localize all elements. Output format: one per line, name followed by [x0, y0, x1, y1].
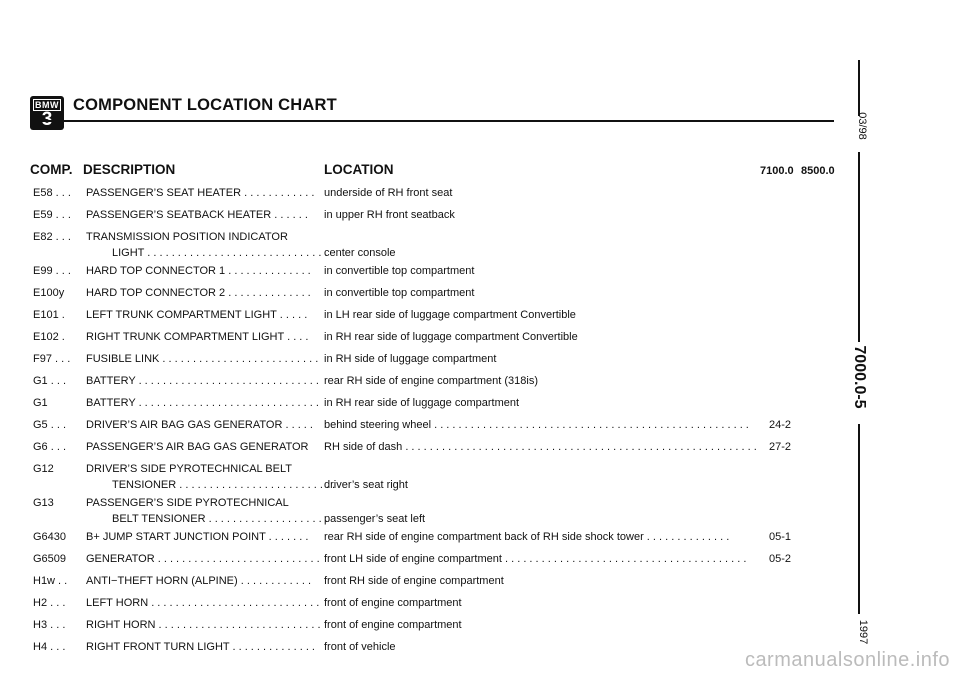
component-description: TRANSMISSION POSITION INDICATOR — [86, 231, 288, 243]
header-rule — [30, 120, 834, 122]
component-location: rear RH side of engine compartment back of RH side shock tower . . . . . . . . . . . . . . — [324, 531, 730, 543]
component-description: LEFT HORN . . . . . . . . . . . . . . . . . . . . . . . . . . . . — [86, 597, 320, 609]
component-description: BATTERY . . . . . . . . . . . . . . . . . . . . . . . . . . . . . . — [86, 375, 319, 387]
component-description-cont: BELT TENSIONER . . . . . . . . . . . . . . . . . . . . — [112, 513, 328, 525]
watermark: carmanualsonline.info — [744, 649, 950, 671]
component-location: in upper RH front seatback — [324, 209, 455, 221]
component-code: G6430 — [33, 531, 67, 543]
component-location: front of engine compartment — [324, 597, 462, 609]
component-location: RH side of dash . . . . . . . . . . . . . . . . . . . . . . . . . . . . . . . . . . . . . . . . . . . . . . . . . . . . . . . . . . — [324, 441, 757, 453]
component-location: in convertible top compartment — [324, 287, 475, 299]
side-bar-lower — [858, 424, 860, 614]
component-location: front of vehicle — [324, 641, 396, 653]
component-description: BATTERY . . . . . . . . . . . . . . . . . . . . . . . . . . . . . . — [86, 397, 319, 409]
component-description: PASSENGER’S SEATBACK HEATER . . . . . . — [86, 209, 308, 221]
component-code: G1 — [33, 397, 48, 409]
component-location: behind steering wheel . . . . . . . . . . . . . . . . . . . . . . . . . . . . . . . . . . . . . . . . . . . . . . . . . . . . — [324, 419, 749, 431]
component-code: E59 . . . — [33, 209, 71, 221]
component-code: G5 . . . — [33, 419, 67, 431]
component-location: front LH side of engine compartment . . . . . . . . . . . . . . . . . . . . . . . . . . . . . . . . . . . . . . . . — [324, 553, 747, 565]
component-description: GENERATOR . . . . . . . . . . . . . . . . . . . . . . . . . . . — [86, 553, 320, 565]
component-location: rear RH side of engine compartment (318is) — [324, 375, 538, 387]
component-location: center console — [324, 247, 396, 259]
component-description: HARD TOP CONNECTOR 1 . . . . . . . . . . . . . . — [86, 265, 311, 277]
component-code: H2 . . . — [33, 597, 66, 609]
page-title: COMPONENT LOCATION CHART — [73, 96, 337, 114]
component-description: PASSENGER’S AIR BAG GAS GENERATOR — [86, 441, 309, 453]
bmw-3-logo — [30, 96, 64, 130]
column-header-version-2: 8500.0 — [801, 165, 835, 177]
component-code: G12 — [33, 463, 54, 475]
component-location: in RH rear side of luggage compartment Convertible — [324, 331, 578, 343]
side-page-number: 7000.0-5 — [851, 345, 868, 409]
component-code: H1w . . — [33, 575, 68, 587]
component-code: H4 . . . — [33, 641, 66, 653]
component-description: DRIVER’S SIDE PYROTECHNICAL BELT — [86, 463, 292, 475]
component-location: in LH rear side of luggage compartment Convertible — [324, 309, 576, 321]
component-location: in convertible top compartment — [324, 265, 475, 277]
reference-number: 05-2 — [769, 553, 792, 565]
column-header-location: LOCATION — [324, 162, 394, 177]
component-code: E82 . . . — [33, 231, 71, 243]
side-date: 03/98 — [856, 112, 868, 140]
component-code: E102 . — [33, 331, 65, 343]
component-code: E100y — [33, 287, 65, 299]
component-code: F97 . . . — [33, 353, 71, 365]
component-location: in RH rear side of luggage compartment — [324, 397, 520, 409]
component-description-cont: TENSIONER . . . . . . . . . . . . . . . . . . . . . . . . . . — [112, 479, 336, 491]
component-code: E58 . . . — [33, 187, 71, 199]
component-description: PASSENGER’S SIDE PYROTECHNICAL — [86, 497, 289, 509]
component-description-cont: LIGHT . . . . . . . . . . . . . . . . . . . . . . . . . . . . . . — [112, 247, 328, 259]
logo-brand: BMW — [35, 100, 59, 110]
component-description: RIGHT HORN . . . . . . . . . . . . . . . . . . . . . . . . . . . — [86, 619, 321, 631]
component-code: G6 . . . — [33, 441, 67, 453]
component-location: passenger’s seat left — [324, 513, 426, 525]
component-code: G13 — [33, 497, 54, 509]
component-location: front of engine compartment — [324, 619, 462, 631]
component-code: G1 . . . — [33, 375, 67, 387]
column-header-version-1: 7100.0 — [760, 165, 794, 177]
component-description: B+ JUMP START JUNCTION POINT . . . . . . . — [86, 531, 309, 543]
component-location: front RH side of engine compartment — [324, 575, 504, 587]
reference-number: 27-2 — [769, 441, 792, 453]
component-description: DRIVER’S AIR BAG GAS GENERATOR . . . . . — [86, 419, 313, 431]
component-description: HARD TOP CONNECTOR 2 . . . . . . . . . . . . . . — [86, 287, 311, 299]
component-code: E101 . — [33, 309, 65, 321]
component-location: underside of RH front seat — [324, 187, 453, 199]
component-description: PASSENGER’S SEAT HEATER . . . . . . . . . . . . — [86, 187, 315, 199]
component-code: E99 . . . — [33, 265, 71, 277]
component-description: LEFT TRUNK COMPARTMENT LIGHT . . . . . — [86, 309, 308, 321]
component-code: G6509 — [33, 553, 67, 565]
component-description: RIGHT FRONT TURN LIGHT . . . . . . . . . . . . . . — [86, 641, 315, 653]
component-location: driver’s seat right — [324, 479, 408, 491]
side-year: 1997 — [857, 619, 869, 645]
reference-number: 24-2 — [769, 419, 792, 431]
component-code: H3 . . . — [33, 619, 66, 631]
column-header-description: DESCRIPTION — [83, 162, 176, 177]
component-location: in RH side of luggage compartment — [324, 353, 497, 365]
reference-number: 05-1 — [769, 531, 792, 543]
column-header-comp: COMP. — [30, 162, 73, 177]
component-description: RIGHT TRUNK COMPARTMENT LIGHT . . . . — [86, 331, 309, 343]
component-description: ANTI−THEFT HORN (ALPINE) . . . . . . . . . . . . — [86, 575, 312, 587]
component-description: FUSIBLE LINK . . . . . . . . . . . . . . . . . . . . . . . . . . — [86, 353, 319, 365]
side-bar-upper — [858, 152, 860, 342]
